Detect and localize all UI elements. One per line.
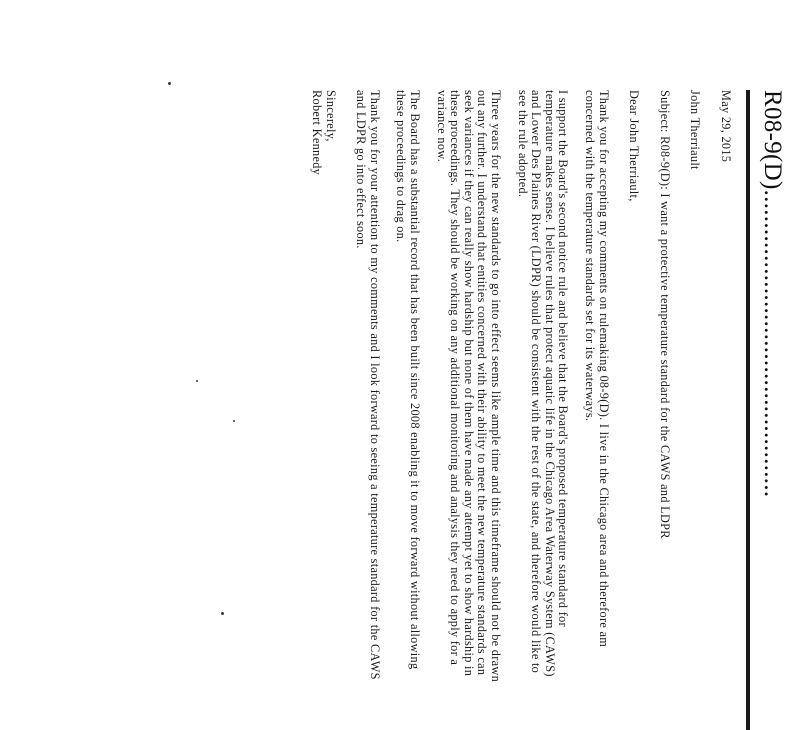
body-paragraph: Thank you for accepting my comments on rulemaking 08-9(D). I live in the Chicago area and therefore am concerned with the temperature standards set for its waterways. [583,90,611,648]
body-paragraph: I support the Board's second notice rule and believe that the Board's proposed temperature standard for temperature makes sense. I believe rules that protect aquatic life in the Chicago Area Waterway System (CAWS) and Lower Des Plaines River (LDPR) should be consistent with the rest of the state, and therefore would like to see the rule adopted. [515,90,571,677]
closing: Sincerely, [323,90,338,142]
scan-speck [168,82,171,85]
subject-line: Subject: R08-9(D): I want a protective temperature standard for the CAWS and LDPR [657,90,672,539]
scanned-letter-page [234,90,794,730]
docket-heading: R08-9(D)............................................... [759,90,786,498]
letter-date: May 29, 2015 [719,90,733,163]
body-paragraph: Three years for the new standards to go into effect seems like ample time and this timeframe should not be drawn out any further. I understand that entities concerned with their ability to meet the new temperature standards can seek variances if they can really show hardship but none of them have made any attempt yet to show hardship in these proceedings. They should be working on any additional monitoring and analysis they need to apply for a variance now. [434,90,504,683]
scan-speck [196,380,198,382]
salutation: Dear John Therriault, [627,90,642,202]
body-paragraph: Thank you for your attention to my comments and I look forward to seeing a temperature standard for the CAWS and LDPR go into effect soon. [354,90,382,680]
signature-name: Robert Kennedy [310,90,325,176]
scan-speck [221,612,224,615]
recipient-name: John Therriault [688,90,703,170]
heading-underline [746,90,750,730]
letter-body [310,90,732,690]
body-paragraph: The Board has a substantial record that has been built since 2008 enabling it to move forward without allowing these proceedings to drag on. [394,90,423,670]
